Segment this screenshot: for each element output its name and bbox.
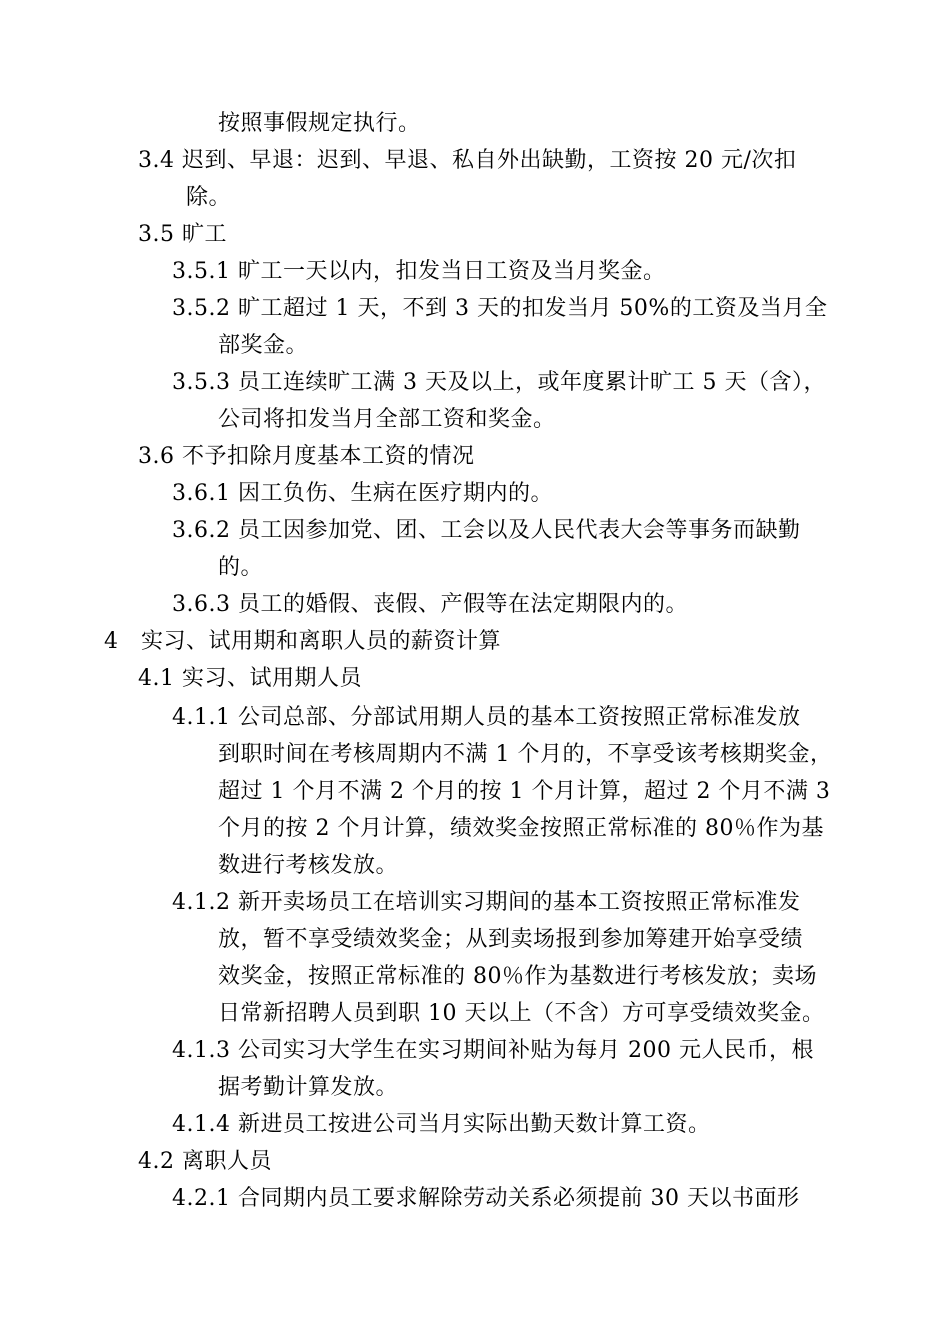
heading-4-2: 4.2 离职人员	[138, 1149, 272, 1174]
text-line-3-5-3: 3.5.3 员工连续旷工满 3 天及以上，或年度累计旷工 5 天（含），	[172, 370, 826, 395]
text-line-3-6-2: 3.6.2 员工因参加党、团、工会以及人民代表大会等事务而缺勤	[172, 518, 801, 543]
text-line-4-1-1: 4.1.1 公司总部、分部试用期人员的基本工资按照正常标准发放	[172, 705, 801, 730]
text-line-4-1-3-continued: 据考勤计算发放。	[218, 1075, 399, 1100]
text-line-4-1-2-continued-2: 效奖金，按照正常标准的 80％作为基数进行考核发放；卖场	[218, 964, 817, 989]
heading-3-6: 3.6 不予扣除月度基本工资的情况	[138, 444, 475, 469]
text-line-continuation-3-3: 按照事假规定执行。	[218, 111, 421, 136]
text-line-4-1-1-continued-3: 个月的按 2 个月计算，绩效奖金按照正常标准的 80％作为基	[218, 816, 824, 841]
text-line-3-6-2-continued: 的。	[218, 555, 264, 580]
text-line-4-1-1-continued-1: 到职时间在考核周期内不满 1 个月的，不享受该考核期奖金，	[218, 742, 833, 767]
text-line-3-5-1: 3.5.1 旷工一天以内，扣发当日工资及当月奖金。	[172, 259, 666, 284]
text-line-3-4: 3.4 迟到、早退：迟到、早退、私自外出缺勤，工资按 20 元/次扣	[138, 148, 797, 173]
text-line-3-4-continued: 除。	[186, 185, 232, 210]
text-line-4-1-2-continued-1: 放，暂不享受绩效奖金；从到卖场报到参加筹建开始享受绩	[218, 927, 804, 952]
text-line-4-1-4: 4.1.4 新进员工按进公司当月实际出勤天数计算工资。	[172, 1112, 711, 1137]
text-line-3-5-2-continued: 部奖金。	[218, 333, 309, 358]
text-line-3-5-3-continued: 公司将扣发当月全部工资和奖金。	[218, 407, 556, 432]
heading-section-4: 4 实习、试用期和离职人员的薪资计算	[104, 629, 501, 654]
text-line-4-1-1-continued-2: 超过 1 个月不满 2 个月的按 1 个月计算，超过 2 个月不满 3	[218, 779, 831, 804]
text-line-3-6-3: 3.6.3 员工的婚假、丧假、产假等在法定期限内的。	[172, 592, 688, 617]
text-line-4-1-1-continued-4: 数进行考核发放。	[218, 853, 399, 878]
heading-3-5: 3.5 旷工	[138, 222, 227, 247]
text-line-4-1-2: 4.1.2 新开卖场员工在培训实习期间的基本工资按照正常标准发	[172, 890, 801, 915]
text-line-4-1-2-continued-3: 日常新招聘人员到职 10 天以上（不含）方可享受绩效奖金。	[218, 1001, 825, 1026]
text-line-4-2-1: 4.2.1 合同期内员工要求解除劳动关系必须提前 30 天以书面形	[172, 1186, 800, 1211]
text-line-3-6-1: 3.6.1 因工负伤、生病在医疗期内的。	[172, 481, 553, 506]
text-line-3-5-2: 3.5.2 旷工超过 1 天，不到 3 天的扣发当月 50%的工资及当月全	[172, 296, 828, 321]
heading-4-1: 4.1 实习、试用期人员	[138, 666, 362, 691]
text-line-4-1-3: 4.1.3 公司实习大学生在实习期间补贴为每月 200 元人民币，根	[172, 1038, 814, 1063]
